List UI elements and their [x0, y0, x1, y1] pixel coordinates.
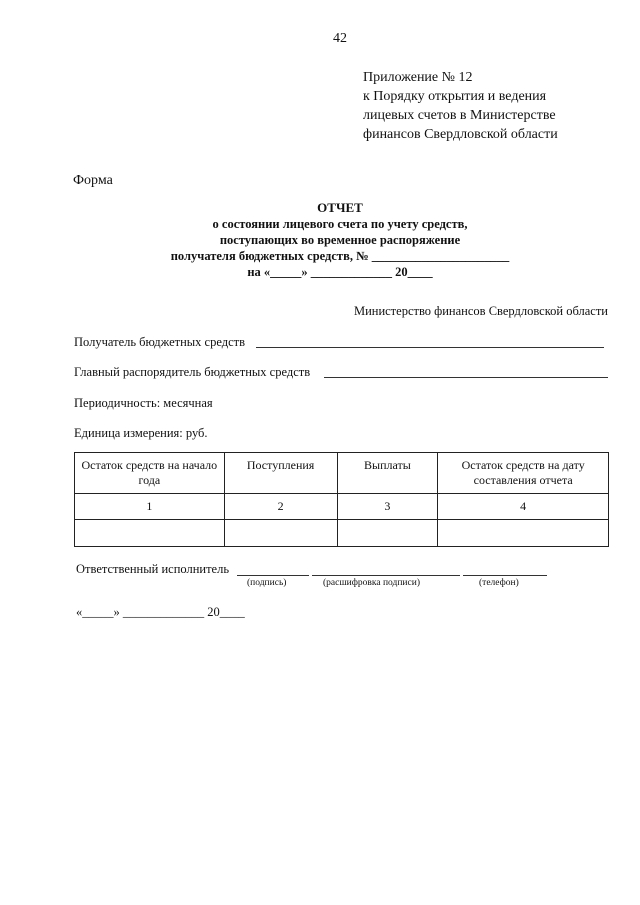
unit-text: Единица измерения: руб.	[74, 426, 208, 440]
appendix-header	[363, 68, 558, 144]
header-cell: Выплаты	[337, 453, 438, 494]
title-line: поступающих во временное распоряжение	[219, 233, 461, 247]
recipient-fill-line[interactable]	[256, 347, 604, 348]
column-number-cell: 4	[438, 494, 609, 520]
appendix-line: Приложение № 12	[363, 70, 473, 85]
title-account-number: получателя бюджетных средств, № ______________________	[170, 249, 510, 263]
signature-fill-line[interactable]	[237, 575, 309, 576]
phone-fill-line[interactable]	[463, 575, 547, 576]
column-number-cell: 1	[75, 494, 225, 520]
title-main: ОТЧЕТ	[317, 200, 363, 215]
table-header-row	[75, 453, 609, 494]
header-cell: Поступления	[224, 453, 337, 494]
phone-caption: (телефон)	[479, 578, 519, 588]
main-manager-fill-line[interactable]	[324, 377, 608, 378]
data-cell[interactable]	[75, 520, 225, 547]
appendix-line: к Порядку открытия и ведения	[363, 89, 547, 104]
table-row	[75, 520, 609, 547]
table-row	[75, 494, 609, 520]
periodicity-text: Периодичность: месячная	[74, 396, 213, 410]
form-label: Форма	[73, 173, 113, 188]
appendix-line: финансов Свердловской области	[363, 127, 558, 142]
date-line: «_____» _____________ 20____	[76, 605, 245, 619]
responsible-label: Ответственный исполнитель	[76, 562, 230, 576]
appendix-line: лицевых счетов в Министерстве	[363, 108, 556, 123]
report-title	[0, 200, 640, 280]
signature-caption: (подпись)	[247, 578, 287, 588]
page-number: 42	[333, 31, 347, 46]
ministry-name: Министерство финансов Свердловской области	[353, 304, 608, 318]
header-cell: Остаток средств на начало года	[75, 453, 225, 494]
data-cell[interactable]	[337, 520, 438, 547]
name-caption: (расшифровка подписи)	[323, 578, 420, 588]
title-date: на «_____» _____________ 20____	[247, 265, 433, 279]
header-cell: Остаток средств на дату составления отчета	[438, 453, 609, 494]
column-number-cell: 3	[337, 494, 438, 520]
main-manager-label: Главный распорядитель бюджетных средств	[74, 365, 311, 379]
data-cell[interactable]	[438, 520, 609, 547]
data-cell[interactable]	[224, 520, 337, 547]
recipient-label: Получатель бюджетных средств	[74, 335, 246, 349]
report-table	[74, 452, 609, 547]
column-number-cell: 2	[224, 494, 337, 520]
name-fill-line[interactable]	[312, 575, 460, 576]
title-line: о состоянии лицевого счета по учету средств,	[212, 217, 468, 231]
